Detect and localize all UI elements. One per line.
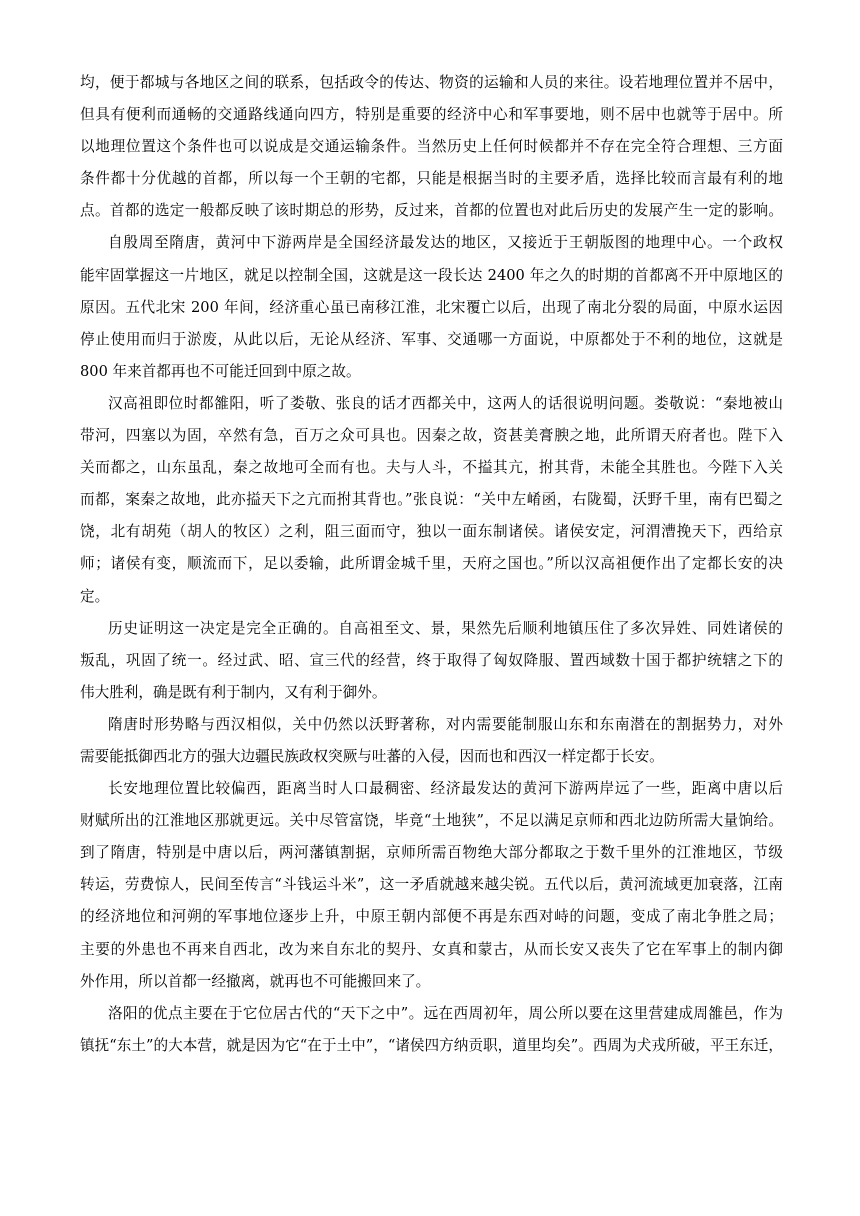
paragraph-3 [80, 388, 783, 613]
text-line: 均，便于都城与各地区之间的联系，包括政令的传达、物资的运输和人员的来往。设若地理位置并不居中， [80, 74, 783, 91]
paragraph-2 [80, 227, 783, 387]
text-line: 以地理位置这个条件也可以说成是交通运输条件。当然历史上任何时候都并不存在完全符合理想、三方面 [80, 138, 783, 156]
text-line: 原因。五代北宋 200 年间，经济重心虽已南移江淮，北宋覆亡以后，出现了南北分裂的局面，中原水运因 [80, 298, 783, 316]
paragraph-6 [80, 773, 783, 998]
text-line: 但具有便利而通畅的交通路线通向四方，特别是重要的经济中心和军事要地，则不居中也就等于居中。所 [80, 106, 783, 124]
text-line: 主要的外患也不再来自西北，改为来自东北的契丹、女真和蒙古，从而长安又丧失了它在军事上的制内御 [80, 940, 783, 958]
text-line: 到了隋唐，特别是中唐以后，两河藩镇割据，京师所需百物绝大部分都取之于数千里外的江淮地区，节级 [80, 844, 783, 862]
text-line: 汉高祖即位时都雒阳，听了娄敬、张良的话才西都关中，这两人的话很说明问题。娄敬说：“秦地被山 [108, 394, 783, 412]
text-line: 外作用，所以首都一经撤离，就再也不可能搬回来了。 [80, 972, 431, 990]
text-line: 镇抚“东土”的大本营，就是因为它“在于土中”，“诸侯四方纳贡职，道里均矣”。西周为犬戎所破，平王东迁， [80, 1036, 783, 1054]
text-line: 财赋所出的江淮地区那就更远。关中尽管富饶，毕竟“土地狭”，不足以满足京师和西北边防所需大量饷给。 [80, 812, 783, 830]
text-line: 定。 [80, 587, 110, 605]
text-line: 洛阳的优点主要在于它位居古代的“天下之中”。远在西周初年，周公所以要在这里营建成周雒邑，作为 [108, 1004, 783, 1022]
text-line: 师；诸侯有变，顺流而下，足以委输，此所谓金城千里，天府之国也。”所以汉高祖便作出了定都长安的决 [80, 555, 783, 573]
paragraph-5 [80, 709, 783, 773]
text-line: 隋唐时形势略与西汉相似，关中仍然以沃野著称，对内需要能制服山东和东南潜在的割据势力，对外 [108, 715, 783, 733]
text-line: 停止使用而归于淤废，从此以后，无论从经济、军事、交通哪一方面说，中原都处于不利的地位，这就是 [80, 330, 783, 348]
text-line: 自殷周至隋唐，黄河中下游两岸是全国经济最发达的地区，又接近于王朝版图的地理中心。一个政权 [108, 234, 783, 252]
text-line: 饶，北有胡苑（胡人的牧区）之利，阻三面而守，独以一面东制诸侯。诸侯安定，河渭漕挽天下，西给京 [80, 523, 783, 541]
article-body [80, 67, 783, 1062]
text-line: 带河，四塞以为固，卒然有急，百万之众可具也。因秦之故，资甚美膏腴之地，此所谓天府者也。陛下入 [80, 427, 783, 445]
text-line: 而都，案秦之故地，此亦搤天下之亢而拊其背也。”张良说：“关中左崤函，右陇蜀，沃野千里，南有巴蜀之 [80, 491, 783, 509]
text-line: 关而都之，山东虽乱，秦之故地可全而有也。夫与人斗，不搤其亢，拊其背，未能全其胜也。今陛下入关 [80, 459, 783, 477]
text-line: 需要能抵御西北方的强大边疆民族政权突厥与吐蕃的入侵，因而也和西汉一样定都于长安。 [80, 747, 664, 765]
text-line: 的经济地位和河朔的军事地位逐步上升，中原王朝内部便不再是东西对峙的问题，变成了南北争胜之局； [80, 908, 783, 926]
text-line: 长安地理位置比较偏西，距离当时人口最稠密、经济最发达的黄河下游两岸远了一些，距离中唐以后 [108, 780, 783, 798]
text-line: 叛乱，巩固了统一。经过武、昭、宣三代的经营，终于取得了匈奴降服、置西域数十国于都护统辖之下的 [80, 651, 783, 669]
text-line: 能牢固掌握这一片地区，就足以控制全国，这就是这一段长达 2400 年之久的时期的首都离不开中原地区的 [80, 266, 783, 284]
text-line: 条件都十分优越的首都，所以每一个王朝的宅都，只能是根据当时的主要矛盾，选择比较而言最有利的地 [80, 170, 783, 188]
paragraph-7 [80, 998, 783, 1062]
text-line: 转运，劳费惊人，民间至传言“斗钱运斗米”，这一矛盾就越来越尖锐。五代以后，黄河流域更加衰落，江南 [80, 876, 783, 894]
text-line: 伟大胜利，确是既有利于制内，又有利于御外。 [80, 683, 387, 701]
text-line: 点。首都的选定一般都反映了该时期总的形势，反过来，首都的位置也对此后历史的发展产生一定的影响。 [80, 202, 783, 220]
paragraph-4 [80, 613, 783, 709]
text-line: 800 年来首都再也不可能迁回到中原之故。 [80, 362, 361, 380]
text-line: 历史证明这一决定是完全正确的。自高祖至文、景，果然先后顺利地镇压住了多次异姓、同姓诸侯的 [108, 619, 783, 637]
paragraph-1 [80, 67, 783, 227]
